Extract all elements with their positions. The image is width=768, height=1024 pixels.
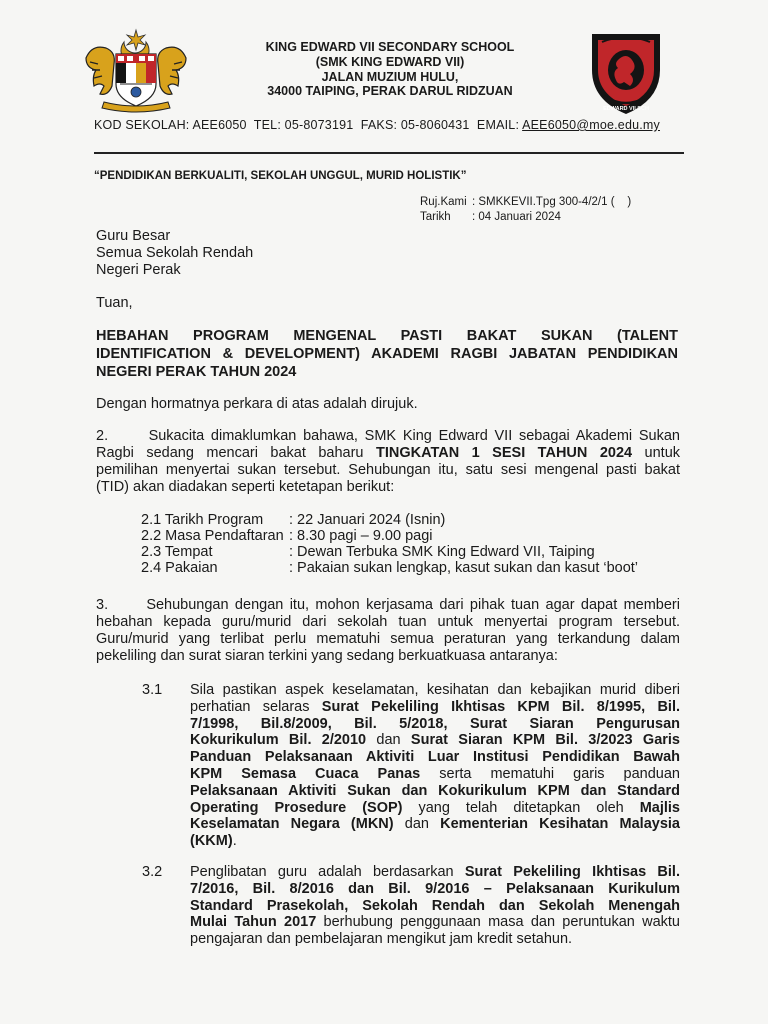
section-line — [190, 800, 680, 817]
detail-label: 2.4 Pakaian — [141, 560, 218, 576]
section-line — [190, 699, 680, 716]
circular-reference: Mulai Tahun 2017 — [190, 914, 317, 931]
date-value: : 04 Januari 2024 — [472, 211, 561, 223]
paragraph-line: Guru/murid yang terlibat perlu mematuhi semua peraturan yang terkandung dalam — [96, 631, 680, 647]
salutation: Tuan, — [96, 295, 133, 311]
text-run: . — [232, 833, 237, 850]
circular-reference: (KKM) — [190, 833, 233, 850]
circular-reference: Keselamatan Negara (MKN) — [190, 816, 394, 833]
crest-motto-text: EDWARD VII SCH — [603, 106, 649, 112]
text-run: dan — [393, 816, 441, 833]
address-line-1: JALAN MUZIUM HULU, — [321, 70, 459, 84]
title-line: HEBAHAN PROGRAM MENGENAL PASTI BAKAT SUKAN (TALENT — [96, 328, 678, 344]
circular-reference: KPM Semasa Cuaca Panas — [190, 765, 421, 782]
detail-value: : Dewan Terbuka SMK King Edward VII, Taiping — [289, 544, 595, 560]
ref-label: Ruj.Kami — [420, 196, 467, 208]
title-line: IDENTIFICATION & DEVELOPMENT) AKADEMI RAGBI JABATAN PENDIDIKAN — [96, 346, 678, 362]
text-run: yang telah ditetapkan oleh — [402, 799, 640, 816]
text-run: perhatian selaras — [190, 698, 322, 715]
paragraph-line: (TID) akan diadakan seperti ketetapan berikut: — [96, 479, 395, 495]
coat-of-arms-logo — [80, 28, 192, 116]
paragraph-line: hebahan kepada guru/murid dari sekolah tuan untuk menyertai program tersebut. — [96, 614, 680, 630]
paragraph-line: 2. Sukacita dimaklumkan bahawa, SMK King Edward VII sebagai Akademi Sukan — [96, 428, 680, 444]
program-details — [141, 512, 638, 576]
detail-label: 2.1 Tarikh Program — [141, 512, 264, 528]
email-link[interactable]: AEE6050@moe.edu.my — [522, 118, 660, 132]
opening-sentence: Dengan hormatnya perkara di atas adalah dirujuk. — [96, 396, 418, 412]
ref-value: : SMKKEVII.Tpg 300-4/2/1 ( ) — [472, 196, 632, 208]
highlight-text: TINGKATAN 1 SESI TAHUN 2024 — [375, 445, 633, 461]
text-run: Penglibatan guru adalah berdasarkan — [190, 864, 465, 880]
section-line — [190, 864, 680, 881]
letter-title — [96, 327, 678, 381]
circular-reference: Surat Pekeliling Ikhtisas KPM Bil. 8/1995, Bil. — [321, 698, 680, 715]
text-run: untuk — [632, 445, 681, 461]
detail-value: : 22 Januari 2024 (Isnin) — [289, 512, 446, 528]
section-line — [190, 766, 680, 783]
title-line: NEGERI PERAK TAHUN 2024 — [96, 364, 297, 380]
text-run: berhubung penggunaan masa dan peruntukan waktu — [316, 914, 680, 931]
detail-label: 2.2 Masa Pendaftaran — [141, 528, 284, 544]
section-3-2 — [190, 864, 680, 948]
reference-number — [420, 196, 631, 208]
section-line — [190, 816, 680, 833]
header-divider — [94, 152, 684, 154]
circular-reference: Majlis — [639, 799, 680, 816]
section-line: Standard Prasekolah, Sekolah Rendah dan Sekolah Menengah — [190, 897, 680, 914]
detail-value: : 8.30 pagi – 9.00 pagi — [289, 528, 433, 544]
detail-value: : Pakaian sukan lengkap, kasut sukan dan kasut ‘boot’ — [289, 560, 639, 576]
section-line — [190, 914, 680, 931]
section-line: 7/1998, Bil.8/2009, Bil. 5/2018, Surat Siaran Pengurusan — [190, 715, 680, 732]
paragraph-2 — [96, 428, 680, 496]
section-line: 7/2016, Bil. 8/2016 dan Bil. 9/2016 – Pelaksanaan Kurikulum — [190, 880, 680, 897]
section-line — [190, 732, 680, 749]
section-line: Panduan Pelaksanaan Aktiviti Luar Institusi Pendidikan Bawah — [190, 749, 680, 766]
section-line — [190, 833, 680, 850]
paragraph-line — [96, 445, 680, 462]
detail-row — [141, 528, 638, 544]
address-line-2: 34000 TAIPING, PERAK DARUL RIDZUAN — [267, 84, 513, 98]
school-motto: “PENDIDIKAN BERKUALITI, SEKOLAH UNGGUL, MURID HOLISTIK” — [94, 170, 467, 182]
paragraph-3 — [96, 597, 680, 665]
detail-row — [141, 560, 638, 576]
text-run: Ragbi sedang mencari bakat baharu — [96, 445, 376, 461]
circular-reference: Surat Pekeliling Ikhtisas Bil. — [464, 864, 680, 880]
section-line: pengajaran dan pembelajaran mengikut jam kredit setahun. — [190, 931, 573, 948]
section-number: 3.1 — [142, 682, 163, 698]
text-run: serta mematuhi garis panduan — [420, 765, 680, 782]
circular-reference: Surat Siaran KPM Bil. 3/2023 Garis — [410, 732, 681, 749]
detail-label: 2.3 Tempat — [141, 544, 213, 560]
section-line: Pelaksanaan Aktiviti Sukan dan Kokurikulum KPM dan Standard — [190, 782, 680, 799]
detail-row — [141, 544, 638, 560]
reference-date — [420, 211, 561, 223]
section-3-1 — [190, 682, 680, 850]
recipient-line: Guru Besar — [96, 228, 171, 244]
detail-row — [141, 512, 638, 528]
section-number: 3.2 — [142, 864, 163, 880]
circular-reference: Operating Prosedure (SOP) — [190, 799, 403, 816]
school-name: KING EDWARD VII SECONDARY SCHOOL — [265, 40, 515, 54]
contact-line — [94, 118, 660, 132]
recipient-line: Negeri Perak — [96, 262, 181, 278]
school-name-malay: (SMK KING EDWARD VII) — [315, 55, 465, 69]
section-line: Sila pastikan aspek keselamatan, kesihatan dan kebajikan murid diberi — [190, 682, 680, 698]
date-label: Tarikh — [420, 211, 451, 223]
paragraph-line: 3. Sehubungan dengan itu, mohon kerjasama dari pihak tuan agar dapat memberi — [96, 597, 680, 613]
circular-reference: Kokurikulum Bil. 2/2010 — [190, 732, 367, 749]
paragraph-line: pekeliling dan surat siaran terkini yang sedang berkuatkuasa antaranya: — [96, 648, 558, 664]
text-run: dan — [366, 732, 411, 749]
contact-details: KOD SEKOLAH: AEE6050 TEL: 05-8073191 FAKS: 05-8060431 EMAIL: — [94, 118, 523, 132]
recipient-line: Semua Sekolah Rendah — [96, 245, 254, 261]
circular-reference: Kementerian Kesihatan Malaysia — [440, 816, 680, 833]
paragraph-line: pemilihan menyertai sukan tersebut. Sehubungan itu, satu sesi mengenal pasti bakat — [96, 462, 680, 478]
